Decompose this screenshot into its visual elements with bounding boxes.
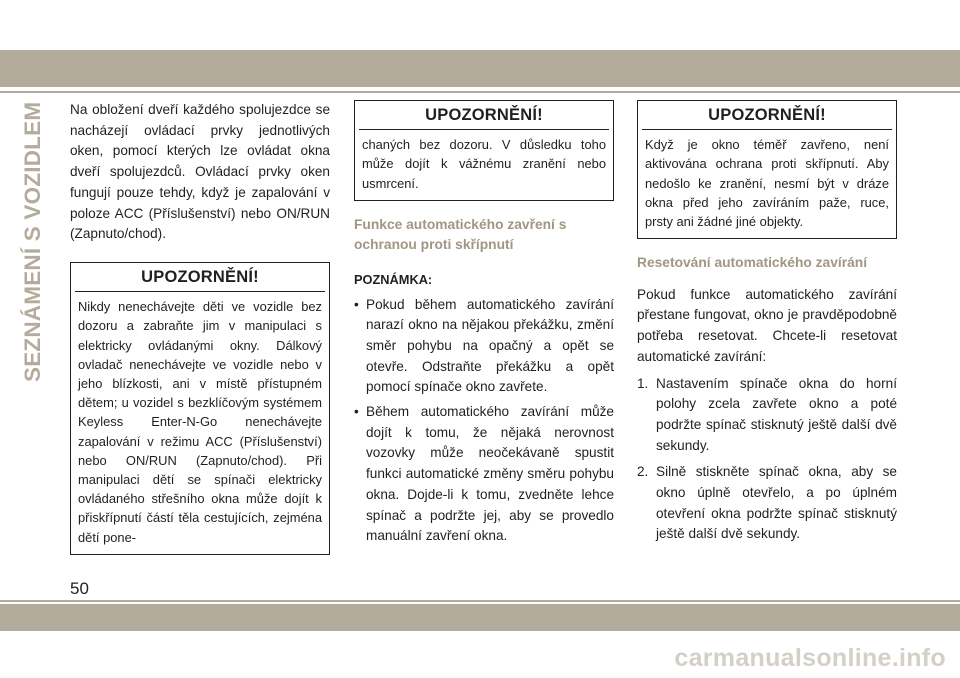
column-3 — [637, 100, 897, 545]
step-text: Silně stiskněte spínač okna, aby se okno úplně otevřelo, a po úplném otevření okna podržte spínač stisknutý ještě další dvě sekundy. — [656, 464, 897, 542]
warning-text: chaných bez dozoru. V důsledku toho může dojít k vážnému zranění nebo usmrcení. — [362, 137, 606, 191]
numbered-step — [637, 462, 897, 545]
warning-box-continued — [354, 100, 614, 201]
warning-title: UPOZORNĚNÍ! — [141, 267, 259, 286]
note-label: POZNÁMKA: — [354, 271, 433, 287]
header-bar — [0, 50, 960, 87]
step-text: Nastavením spínače okna do horní polohy zcela zavřete okno a poté podržte spínač stisknutý ještě další dvě sekundy. — [656, 375, 897, 453]
section-heading: Funkce automatického zavření s ochranou proti skřípnutí — [354, 216, 567, 253]
intro-paragraph: Na obložení dveří každého spolujezdce se nacházejí ovládací prvky jednotlivých oken, pomocí kterých lze ovládat okna dveří spolujezdců. Ovládací prvky oken fungují pouze tehdy, když je zapalování v poloze ACC (Příslušenství) nebo ON/RUN (Zapnuto/chod). — [70, 102, 330, 242]
list-item-text: Pokud během automatického zavírání narazí okno na nějakou překážku, změní směr pohybu na opačný a opět se otevře. Odstraňte překážku a opět pomocí spínače okno zavřete. — [366, 296, 614, 395]
watermark: carmanualsonline.info — [674, 644, 946, 672]
footer-rule — [0, 600, 960, 602]
section-heading: Resetování automatického zavírání — [637, 255, 868, 271]
column-1 — [70, 100, 330, 555]
header-rule — [0, 91, 960, 93]
warning-text: Když je okno téměř zavřeno, není aktivována ochrana proti skřípnutí. Aby nedošlo ke zranění, nesmí být v dráze okna před jeho zavíráním paže, ruce, prsty ani žádné jiné objekty. — [645, 137, 889, 230]
warning-title: UPOZORNĚNÍ! — [425, 106, 543, 124]
column-2 — [354, 100, 614, 547]
footer-bar — [0, 604, 960, 631]
list-item — [354, 295, 614, 399]
warning-text: Nikdy nenechávejte děti ve vozidle bez dozoru a zabraňte jim v manipulaci s elektricky ovládanými okny. Dálkový ovladač nenechávejte ve vozidle nebo v jeho blízkosti, ani v místě přístupném dětem; u vozidel s bezklíčovým systémem Keyless Enter-N-Go nenechávejte zapalování v režimu ACC (Příslušenství) nebo ON/RUN (Zapnuto/chod). Při manipulaci dětí se spínači elektricky ovládaného střešního okna může dojít k přiskřípnutí částí těla cestujících, zejména dětí pone- — [78, 299, 322, 545]
page-number: 50 — [70, 579, 89, 598]
list-item-text: Během automatického zavírání může dojít k tomu, že nějaká nerovnost vozovky může neočekávaně spustit funkci automatické změny směru pohybu okna. Dojde-li k tomu, zvedněte lehce spínač a podržte jej, aby se provedlo manuální zavření okna. — [366, 404, 614, 544]
step-number: 1. — [637, 375, 649, 391]
step-number: 2. — [637, 464, 649, 480]
warning-box — [70, 262, 330, 555]
bullet-mark: • — [354, 404, 359, 420]
list-item — [354, 402, 614, 547]
chapter-side-title-text: SEZNÁMENÍ S VOZIDLEM — [20, 101, 45, 382]
warning-box — [637, 100, 897, 239]
bullet-mark: • — [354, 296, 359, 312]
warning-title: UPOZORNĚNÍ! — [708, 106, 826, 124]
top-margin — [0, 0, 960, 50]
section-paragraph: Pokud funkce automatického zavírání přestane fungovat, okno je pravděpodobně potřeba resetovat. Chcete-li resetovat automatické zavírání: — [637, 286, 897, 364]
numbered-step — [637, 374, 897, 457]
